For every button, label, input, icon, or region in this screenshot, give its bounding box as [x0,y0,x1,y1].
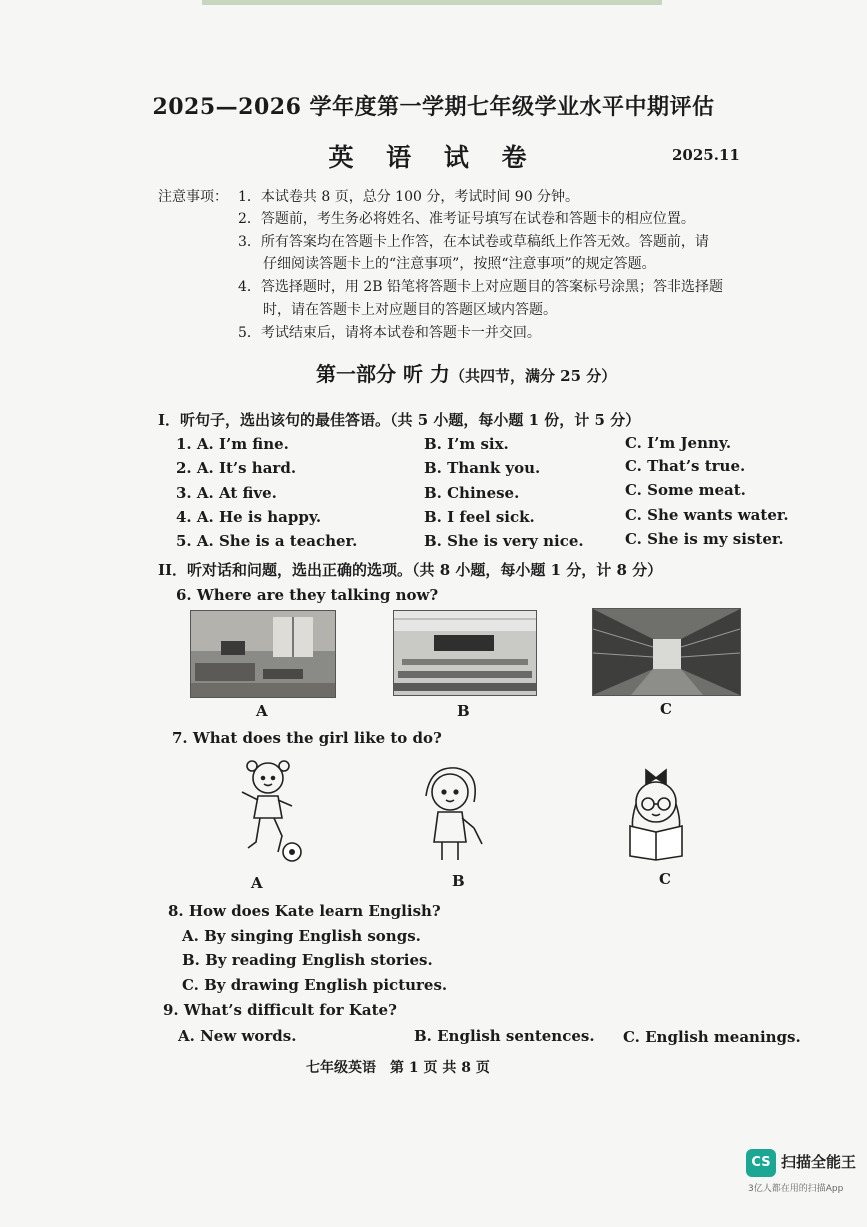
q6-label-c: C [660,700,672,718]
living-room-illustration [191,611,335,697]
top-edge-strip [202,0,662,5]
q5-option-a: 5. A. She is a teacher. [176,532,358,550]
q2-option-a: 2. A. It’s hard. [176,459,297,477]
q4-option-a: 4. A. He is happy. [176,508,322,526]
part-one-name: 第一部分 听 力 [316,362,450,386]
q6-label-a: A [256,702,268,720]
library-illustration [593,609,740,695]
living-room-image [190,610,336,698]
q6-label-b: B [457,702,470,720]
notes-label: 注意事项： [158,189,228,205]
girl-singing-image [412,762,492,864]
girl-reading-drawing [616,764,696,864]
note-item: 3．所有答案均在答题卡上作答，在本试卷或草稿纸上作答无效。答题前，请 [238,234,709,250]
scanner-logo-icon: CS [746,1149,776,1177]
note-item: 仔细阅读答题卡上的“注意事项”，按照“注意事项”的规定答题。 [263,256,656,272]
q7-label-c: C [659,870,671,888]
classroom-illustration [394,611,536,695]
question-9: 9. What’s difficult for Kate? [163,1001,397,1019]
q9-option-a: A. New words. [178,1027,297,1045]
q8-option-b: B. By reading English stories. [182,951,433,969]
girl-reading-image [616,764,696,864]
scanner-app-name: 扫描全能王 [781,1153,857,1171]
q7-label-b: B [452,872,465,890]
question-6: 6. Where are they talking now? [176,586,439,604]
exam-title: 2025—2026 学年度第一学期七年级学业水平中期评估 [152,94,715,120]
section-one-heading: I．听句子，选出该句的最佳答语。（共 5 小题，每小题 1 份，计 5 分） [158,411,641,429]
question-7: 7. What does the girl like to do? [172,729,442,747]
girl-playing-soccer-image [230,756,310,866]
note-item: 4．答选择题时，用 2B 铅笔将答题卡上对应题目的答案标号涂黑；答非选择题 [238,279,724,295]
q9-option-c: C. English meanings. [623,1028,801,1046]
q9-option-b: B. English sentences. [414,1027,595,1045]
girl-singing-drawing [412,762,492,864]
exam-subtitle: 英 语 试 卷 [328,143,539,172]
q7-label-a: A [251,874,263,892]
note-item: 1．本试卷共 8 页，总分 100 分，考试时间 90 分钟。 [238,189,580,205]
q4-option-b: B. I feel sick. [424,508,535,526]
q5-option-c: C. She is my sister. [625,530,784,548]
part-one-score: （共四节，满分 25 分） [449,367,617,385]
q5-option-b: B. She is very nice. [424,532,584,550]
exam-date: 2025.11 [672,146,740,164]
note-item: 时，请在答题卡上对应题目的答题区域内答题。 [263,302,557,318]
q3-option-a: 3. A. At five. [176,484,277,502]
q8-option-a: A. By singing English songs. [182,927,421,945]
section-two-heading: II．听对话和问题，选出正确的选项。（共 8 小题，每小题 1 分，计 8 分） [158,561,663,579]
q1-option-b: B. I’m six. [424,435,509,453]
note-item: 2．答题前，考生务必将姓名、准考证号填写在试卷和答题卡的相应位置。 [238,211,695,227]
girl-soccer-drawing [230,756,310,866]
library-image [592,608,741,696]
page-footer: 七年级英语 第 1 页 共 8 页 [306,1060,490,1076]
classroom-image [393,610,537,696]
question-8: 8. How does Kate learn English? [168,902,441,920]
q2-option-b: B. Thank you. [424,459,541,477]
q1-option-c: C. I’m Jenny. [625,434,732,452]
note-item: 5．考试结束后，请将本试卷和答题卡一并交回。 [238,325,541,341]
q3-option-b: B. Chinese. [424,484,520,502]
q8-option-c: C. By drawing English pictures. [182,976,448,994]
q3-option-c: C. Some meat. [625,481,746,499]
part-one-title [316,358,616,387]
q1-option-a: 1. A. I’m fine. [176,435,289,453]
q4-option-c: C. She wants water. [625,506,789,524]
scanner-tagline: 3亿人都在用的扫描App [748,1184,844,1194]
q2-option-c: C. That’s true. [625,457,746,475]
